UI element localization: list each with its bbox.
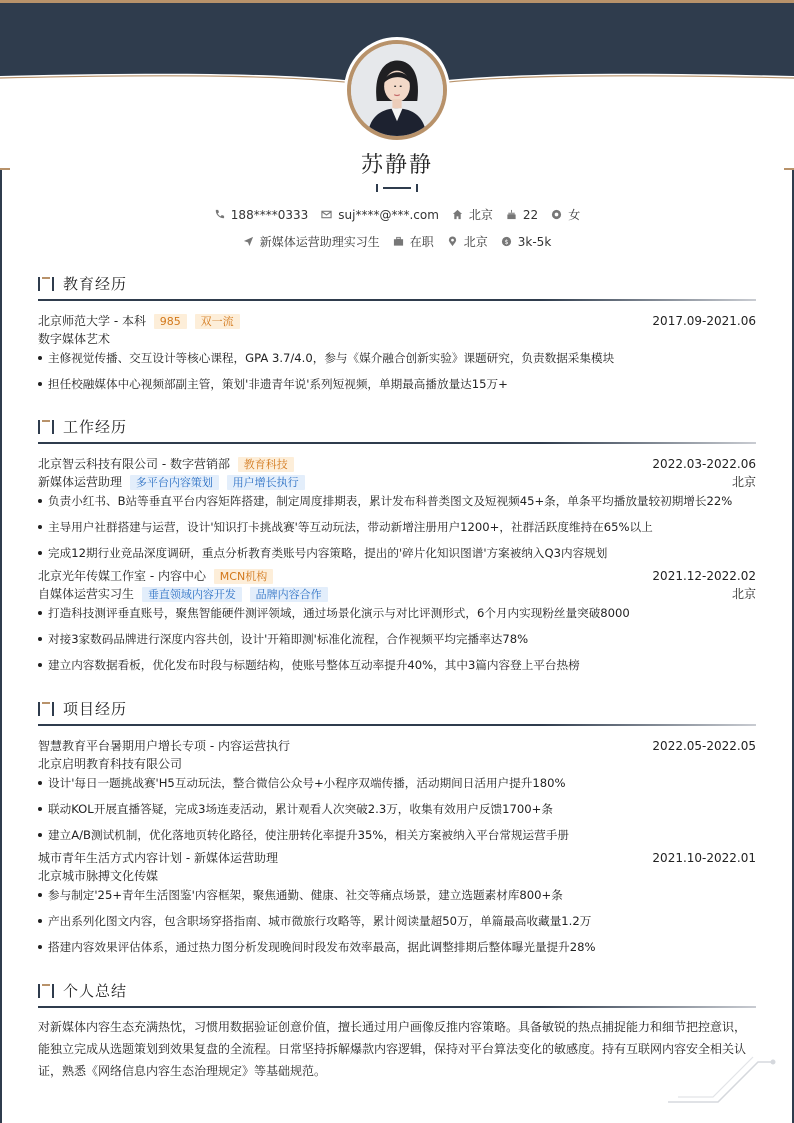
education-date: 2017.09-2021.06	[652, 314, 756, 328]
section-divider	[38, 299, 756, 301]
work-bullet: 对接3家数码品牌进行深度内容共创，设计'开箱即测'标准化流程，合作视频平均完播率达78%	[38, 629, 756, 655]
status-item	[393, 233, 434, 250]
role-line	[38, 585, 756, 603]
target-job-item	[243, 233, 380, 250]
projects-section	[38, 695, 756, 963]
gender-value: 女	[568, 208, 581, 222]
work-date: 2021.12-2022.02	[652, 569, 756, 583]
company-tag: 教育科技	[238, 457, 294, 472]
section-title: 工作经历	[63, 418, 128, 436]
avatar	[347, 40, 447, 140]
project-entry	[38, 849, 756, 963]
project-bullet: 产出系列化图文内容，包含职场穿搭指南、城市微旅行攻略等，累计阅读量超50万，单篇最高收藏量1.2万	[38, 911, 756, 937]
role-line	[38, 473, 756, 491]
contact-info-row	[0, 206, 794, 223]
work-bullet: 负责小红书、B站等垂直平台内容矩阵搭建，制定周度排期表，累计发布科普类图文及短视频45+条，单条平均播放量较初期增长22%	[38, 491, 756, 517]
summary-section	[38, 977, 756, 1082]
school-line	[38, 312, 756, 330]
section-title: 项目经历	[63, 700, 128, 718]
email-value: suj****@***.com	[338, 207, 439, 222]
work-section	[38, 413, 756, 681]
work-bullet: 完成12期行业竞品深度调研，重点分析教育类账号内容策略，提出的'碎片化知识图谱'方案被纳入Q3内容规划	[38, 543, 756, 567]
target-job-value: 新媒体运营助理实习生	[259, 235, 380, 249]
school-tag: 双一流	[195, 314, 240, 329]
company-tag: MCN机构	[214, 569, 273, 584]
education-bullet: 主修视觉传播、交互设计等核心课程，GPA 3.7/4.0，参与《媒介融合创新实验》课题研究，负责数据采集模块	[38, 348, 756, 374]
home-icon	[452, 209, 463, 220]
project-date: 2021.10-2022.01	[652, 851, 756, 865]
school-name: 北京师范大学 - 本科	[38, 314, 146, 328]
job-intent-row	[0, 233, 794, 250]
city-value: 北京	[468, 208, 493, 222]
age-item	[506, 208, 538, 222]
role-name: 自媒体运营实习生	[38, 587, 135, 601]
work-bullet: 主导用户社群搭建与运营，设计'知识打卡挑战赛'等互动玩法，带动新增注册用户1200+，社群活跃度维持在65%以上	[38, 517, 756, 543]
work-entry	[38, 455, 756, 567]
email-item	[321, 208, 439, 222]
project-bullet: 设计'每日一题挑战赛'H5互动玩法，整合微信公众号+小程序双端传播，活动期间日活用户提升180%	[38, 773, 756, 799]
work-header	[38, 413, 756, 443]
location-pin-icon	[447, 236, 458, 247]
role-tag: 垂直领域内容开发	[142, 587, 242, 602]
section-bar-icon	[38, 277, 56, 291]
role-tag: 用户增长执行	[227, 475, 305, 490]
phone-item	[214, 208, 308, 222]
project-bullet: 联动KOL开展直播答疑，完成3场连麦活动，累计观看人次突破2.3万，收集有效用户反馈1700+条	[38, 799, 756, 825]
project-bullet: 搭建内容效果评估体系，通过热力图分析发现晚间时段发布效率最高，据此调整排期后整体曝光量提升28%	[38, 937, 756, 963]
education-entry	[38, 312, 756, 400]
education-section	[38, 270, 756, 400]
project-org: 北京城市脉搏文化传媒	[38, 869, 159, 883]
briefcase-icon	[393, 236, 404, 247]
section-bar-icon	[38, 702, 56, 716]
left-border	[0, 170, 2, 1123]
gender-icon	[551, 209, 562, 220]
work-date: 2022.03-2022.06	[652, 457, 756, 471]
company-name: 北京智云科技有限公司 - 数字营销部	[38, 457, 230, 471]
section-divider	[38, 442, 756, 444]
education-header	[38, 270, 756, 300]
candidate-name: 苏静静	[360, 153, 433, 178]
status-value: 在职	[409, 235, 434, 249]
work-location: 北京	[731, 587, 756, 601]
corner-decoration	[658, 1047, 778, 1107]
company-line	[38, 567, 756, 585]
project-org: 北京启明教育科技有限公司	[38, 757, 183, 771]
send-icon	[243, 236, 254, 247]
phone-value: 188****0333	[230, 207, 309, 222]
role-tag: 品牌内容合作	[250, 587, 328, 602]
education-bullet: 担任校融媒体中心视频部副主管，策划'非遗青年说'系列短视频，单期最高播放量达15万+	[38, 374, 756, 400]
avatar-photo	[351, 44, 443, 136]
target-city-item	[447, 233, 488, 250]
summary-text: 对新媒体内容生态充满热忱，习惯用数据验证创意价值，擅长通过用户画像反推内容策略。具备敏锐的热点捕捉能力和细节把控意识，能独立完成从选题策划到效果复盘的全流程。日常坚持拆解爆款内容逻辑，保持对平台算法变化的敏感度。持有互联网内容安全相关认证，熟悉《网络信息内容生态治理规定》等基础规范。	[38, 1020, 747, 1078]
target-city-value: 北京	[463, 235, 488, 249]
major: 数字媒体艺术	[38, 332, 111, 346]
project-title-line	[38, 849, 756, 867]
section-bar-icon	[38, 420, 56, 434]
work-entry	[38, 567, 756, 681]
project-title-line	[38, 737, 756, 755]
summary-header	[38, 977, 756, 1007]
city-item	[452, 206, 493, 223]
section-divider	[38, 1006, 756, 1008]
project-date: 2022.05-2022.05	[652, 739, 756, 753]
section-title: 教育经历	[63, 275, 128, 293]
mail-icon	[321, 209, 332, 220]
age-value: 22	[522, 207, 539, 222]
project-title: 城市青年生活方式内容计划 - 新媒体运营助理	[38, 851, 278, 865]
project-bullet: 参与制定'25+青年生活图鉴'内容框架，聚焦通勤、健康、社交等痛点场景，建立选题素材库800+条	[38, 885, 756, 911]
project-entry	[38, 737, 756, 849]
work-bullet: 建立内容数据看板，优化发布时段与标题结构，使账号整体互动率提升40%，其中3篇内容登上平台热榜	[38, 655, 756, 681]
work-location: 北京	[731, 475, 756, 489]
phone-icon	[214, 209, 225, 220]
project-title: 智慧教育平台暑期用户增长专项 - 内容运营执行	[38, 739, 290, 753]
gender-item	[551, 206, 580, 223]
money-icon	[501, 236, 512, 247]
company-name: 北京光年传媒工作室 - 内容中心	[38, 569, 206, 583]
salary-item	[501, 235, 552, 249]
section-divider	[38, 724, 756, 726]
svg-text:$: $	[504, 237, 509, 246]
projects-header	[38, 695, 756, 725]
work-bullet: 打造科技测评垂直账号，聚焦智能硬件测评领域，通过场景化演示与对比评测形式，6个月内实现粉丝量突破8000	[38, 603, 756, 629]
section-bar-icon	[38, 984, 56, 998]
section-title: 个人总结	[63, 982, 128, 1000]
company-line	[38, 455, 756, 473]
name-ornament	[374, 182, 420, 194]
salary-value: 3k-5k	[517, 234, 552, 249]
project-bullet: 建立A/B测试机制，优化落地页转化路径，使注册转化率提升35%，相关方案被纳入平台常规运营手册	[38, 825, 756, 849]
cake-icon	[506, 209, 517, 220]
role-tag: 多平台内容策划	[130, 475, 219, 490]
school-tag: 985	[154, 314, 187, 329]
role-name: 新媒体运营助理	[38, 475, 123, 489]
